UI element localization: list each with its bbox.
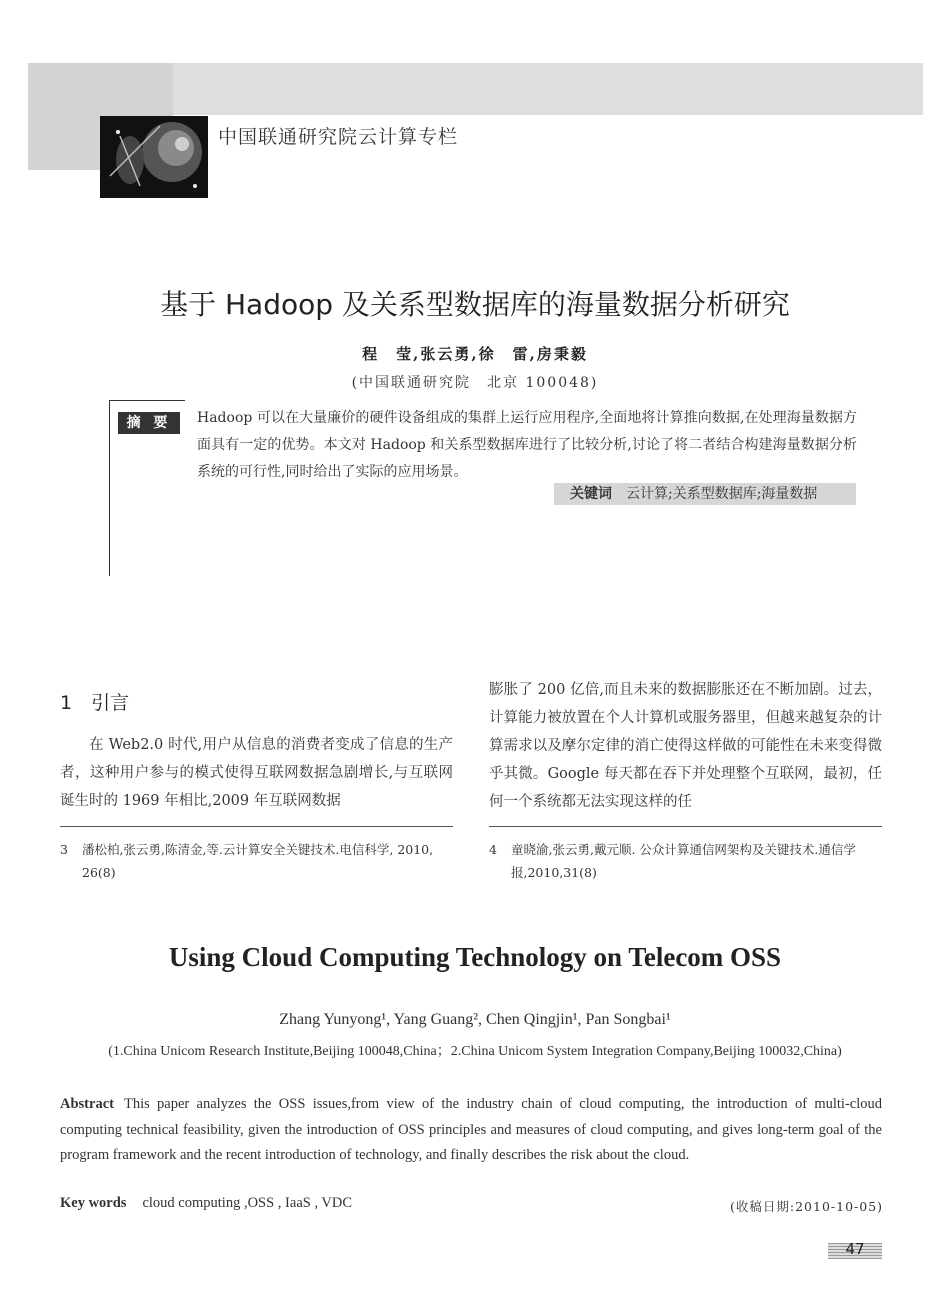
keywords-cn: 云计算;关系型数据库;海量数据 — [626, 486, 818, 502]
abstract-text-cn: Hadoop 可以在大量廉价的硬件设备组成的集群上运行应用程序,全面地将计算推向数据,在处理海量数据方面具有一定的优势。本文对 Hadoop 和关系型数据库进行了比较分析,讨论了将二者结合构建海量数据分析系统的可行性,同时给出了实际的应用场景。 — [197, 410, 857, 480]
reference-number: 4 — [489, 842, 497, 857]
footnote-rule-left — [60, 826, 453, 827]
received-date: (收稿日期:2010-10-05) — [730, 1199, 884, 1214]
keywords-label-en: Key words — [60, 1195, 127, 1211]
authors-en: Zhang Yunyong¹, Yang Guang², Chen Qingjin¹, Pan Songbai¹ — [279, 1011, 671, 1028]
keywords-bar-cn — [554, 483, 856, 505]
abstract-border-top — [109, 400, 185, 401]
abstract-label-cn: 摘 要 — [118, 412, 180, 434]
abstract-en — [60, 1092, 882, 1169]
keywords-en-line — [60, 1195, 352, 1212]
paper-title-en: Using Cloud Computing Technology on Telecom OSS — [168, 942, 782, 972]
footnote-rule-right — [489, 826, 882, 827]
paper-title-cn: 基于 Hadoop 及关系型数据库的海量数据分析研究 — [160, 288, 790, 321]
abstract-label-en: Abstract — [60, 1096, 114, 1112]
column-title: 中国联通研究院云计算专栏 — [218, 126, 459, 148]
affiliation-en: (1.China Unicom Research Institute,Beijing 100048,China；2.China Unicom System Integration Company,Beijing 100032,China) — [108, 1044, 842, 1059]
page-number: 47 — [845, 1240, 865, 1258]
body-text-left: 在 Web2.0 时代,用户从信息的消费者变成了信息的生产者，这种用户参与的模式使得互联网数据急剧增长,与互联网诞生时的 1969 年相比,2009 年互联网数据 — [60, 737, 453, 809]
section-heading: 1 引言 — [60, 692, 130, 714]
abstract-border — [109, 400, 110, 576]
reference-text: 童晓渝,张云勇,戴元顺. 公众计算通信网架构及关键技术.通信学报,2010,31(8) — [511, 842, 856, 880]
keywords-label-cn: 关键词 — [570, 486, 612, 502]
authors-cn: 程 莹,张云勇,徐 雷,房秉毅 — [362, 345, 588, 363]
body-text-right: 膨胀了 200 亿倍,而且未来的数据膨胀还在不断加剧。过去，计算能力被放置在个人计算机或服务器里，但越来越复杂的计算需求以及摩尔定律的消亡使得这样做的可能性在未来变得微乎其微。Google 每天都在吞下并处理整个互联网，最初，任何一个系统都无法实现这样的任 — [489, 682, 882, 810]
abstract-text-en: This paper analyzes the OSS issues,from view of the industry chain of cloud computing, the introduction of multi-cloud computing technical feasibility, given the introduction of OSS principles and measures of cloud computing, and gives long-term goal of the program framework and the recent introduction of technology, and finally describes the risk about the cloud. — [60, 1096, 882, 1163]
header-photo-icon — [100, 116, 208, 198]
keywords-en: cloud computing ,OSS , IaaS , VDC — [142, 1195, 353, 1211]
affiliation-cn: (中国联通研究院 北京 100048) — [351, 375, 599, 391]
reference-text: 潘松柏,张云勇,陈清金,等.云计算安全关键技术.电信科学, 2010, 26(8) — [82, 842, 434, 880]
reference-number: 3 — [60, 842, 68, 857]
